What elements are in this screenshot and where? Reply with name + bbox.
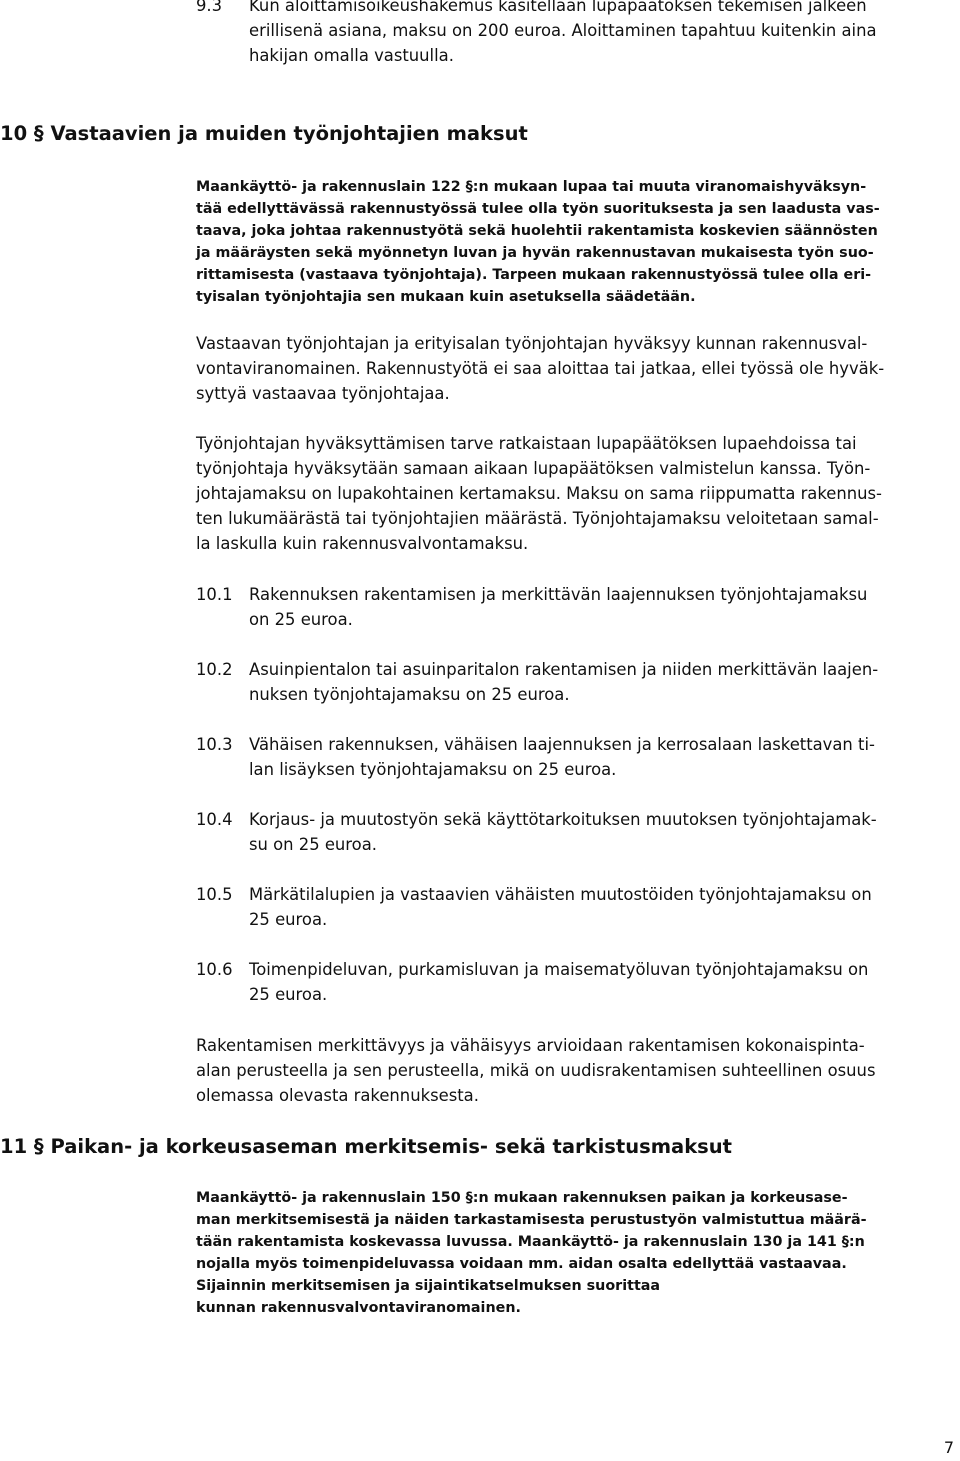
text-line: vontaviranomainen. Rakennustyötä ei saa aloittaa tai jatkaa, ellei työssä ole hyväk-	[196, 359, 885, 378]
section-11-law-paragraph	[196, 1187, 956, 1319]
text-line: kunnan rakennusvalvontaviranomainen.	[196, 1300, 521, 1316]
text-line: nuksen työnjohtajamaksu on 25 euroa.	[249, 685, 570, 704]
text-line: Maankäyttö- ja rakennuslain 122 §:n mukaan lupaa tai muuta viranomaishyväksyn-	[196, 179, 867, 195]
list-item-10-4	[196, 807, 924, 857]
text-line: Työnjohtajan hyväksyttämisen tarve ratkaistaan lupapäätöksen lupaehdoissa tai	[196, 434, 857, 453]
item-text	[249, 732, 924, 782]
text-line: tään rakentamista koskevassa luvussa. Maankäyttö- ja rakennuslain 130 ja 141 §:n	[196, 1234, 865, 1250]
text-line: syttyä vastaavaa työnjohtajaa.	[196, 384, 450, 403]
item-text	[249, 807, 924, 857]
text-line: erillisenä asiana, maksu on 200 euroa. Aloittaminen tapahtuu kuitenkin aina	[249, 21, 877, 40]
text-line: hakijan omalla vastuulla.	[249, 46, 454, 65]
text-line: la laskulla kuin rakennusvalvontamaksu.	[196, 534, 529, 553]
text-line: 25 euroa.	[249, 910, 328, 929]
text-line: su on 25 euroa.	[249, 835, 377, 854]
text-line: Vähäisen rakennuksen, vähäisen laajennuksen ja kerrosalaan laskettavan ti-	[249, 735, 875, 754]
item-number: 10.1	[196, 585, 233, 604]
text-line: nojalla myös toimenpideluvassa voidaan mm. aidan osalta edellyttää vastaavaa.	[196, 1256, 847, 1272]
list-item-10-5	[196, 882, 924, 932]
text-line: ja määräysten sekä myönnetyn luvan ja hyvän rakennustavan mukaisesta työn suo-	[196, 245, 874, 261]
page-number: 7	[943, 1438, 954, 1457]
text-line: lan lisäyksen työnjohtajamaksu on 25 euroa.	[249, 760, 617, 779]
section-10-paragraph-3	[196, 1033, 956, 1108]
section-10-paragraph-2	[196, 431, 956, 556]
text-line: Rakentamisen merkittävyys ja vähäisyys arvioidaan rakentamisen kokonaispinta-	[196, 1036, 865, 1055]
item-text	[249, 657, 924, 707]
item-text	[249, 957, 924, 1007]
text-line: taava, joka johtaa rakennustyötä sekä huolehtii rakentamista koskevien säännösten	[196, 223, 878, 239]
text-line: Maankäyttö- ja rakennuslain 150 §:n mukaan rakennuksen paikan ja korkeusase-	[196, 1190, 848, 1206]
text-line: olemassa olevasta rakennuksesta.	[196, 1086, 479, 1105]
text-line: tää edellyttävässä rakennustyössä tulee olla työn suorituksesta ja sen laadusta vas-	[196, 201, 880, 217]
text-line: ten lukumäärästä tai työnjohtajien määrästä. Työnjohtajamaksu veloitetaan samal-	[196, 509, 879, 528]
text-line: työnjohtaja hyväksytään samaan aikaan lupapäätöksen valmistelun kanssa. Työn-	[196, 459, 871, 478]
list-item-9-3	[196, 0, 924, 68]
section-11-heading: 11 § Paikan- ja korkeusaseman merkitsemis- sekä tarkistusmaksut	[0, 1135, 732, 1158]
text-line: alan perusteella ja sen perusteella, mikä on uudisrakentamisen suhteellinen osuus	[196, 1061, 876, 1080]
list-item-10-3	[196, 732, 924, 782]
list-item-10-2	[196, 657, 924, 707]
text-line: Rakennuksen rakentamisen ja merkittävän laajennuksen työnjohtajamaksu	[249, 585, 868, 604]
text-line: man merkitsemisestä ja näiden tarkastamisesta perustustyön valmistuttua määrä-	[196, 1212, 867, 1228]
text-line: Märkätilalupien ja vastaavien vähäisten muutostöiden työnjohtajamaksu on	[249, 885, 872, 904]
text-line: rittamisesta (vastaava työnjohtaja). Tarpeen mukaan rakennustyössä tulee olla eri-	[196, 267, 872, 283]
item-text	[249, 582, 924, 632]
text-line: Sijainnin merkitsemisen ja sijaintikatselmuksen suorittaa	[196, 1278, 661, 1294]
text-line: on 25 euroa.	[249, 610, 353, 629]
item-text	[249, 882, 924, 932]
list-item-10-1	[196, 582, 924, 632]
text-line: 25 euroa.	[249, 985, 328, 1004]
text-line: Toimenpideluvan, purkamisluvan ja maisematyöluvan työnjohtajamaksu on	[249, 960, 869, 979]
item-number: 10.3	[196, 735, 233, 754]
item-number: 9.3	[196, 0, 223, 15]
list-item-10-6	[196, 957, 924, 1007]
text-line: johtajamaksu on lupakohtainen kertamaksu. Maksu on sama riippumatta rakennus-	[196, 484, 882, 503]
section-10-heading: 10 § Vastaavien ja muiden työnjohtajien maksut	[0, 122, 528, 145]
item-text	[249, 0, 924, 68]
item-number: 10.4	[196, 810, 233, 829]
item-number: 10.6	[196, 960, 233, 979]
text-line: Asuinpientalon tai asuinparitalon rakentamisen ja niiden merkittävän laajen-	[249, 660, 879, 679]
text-line: tyisalan työnjohtajia sen mukaan kuin asetuksella säädetään.	[196, 289, 696, 305]
section-10-paragraph-1	[196, 331, 956, 406]
text-line: Korjaus- ja muutostyön sekä käyttötarkoituksen muutoksen työnjohtajamak-	[249, 810, 877, 829]
text-line: Kun aloittamisoikeushakemus käsitellään lupapäätöksen tekemisen jälkeen	[249, 0, 867, 15]
section-10-law-paragraph	[196, 176, 956, 308]
item-number: 10.5	[196, 885, 233, 904]
item-number: 10.2	[196, 660, 233, 679]
text-line: Vastaavan työnjohtajan ja erityisalan työnjohtajan hyväksyy kunnan rakennusval-	[196, 334, 868, 353]
